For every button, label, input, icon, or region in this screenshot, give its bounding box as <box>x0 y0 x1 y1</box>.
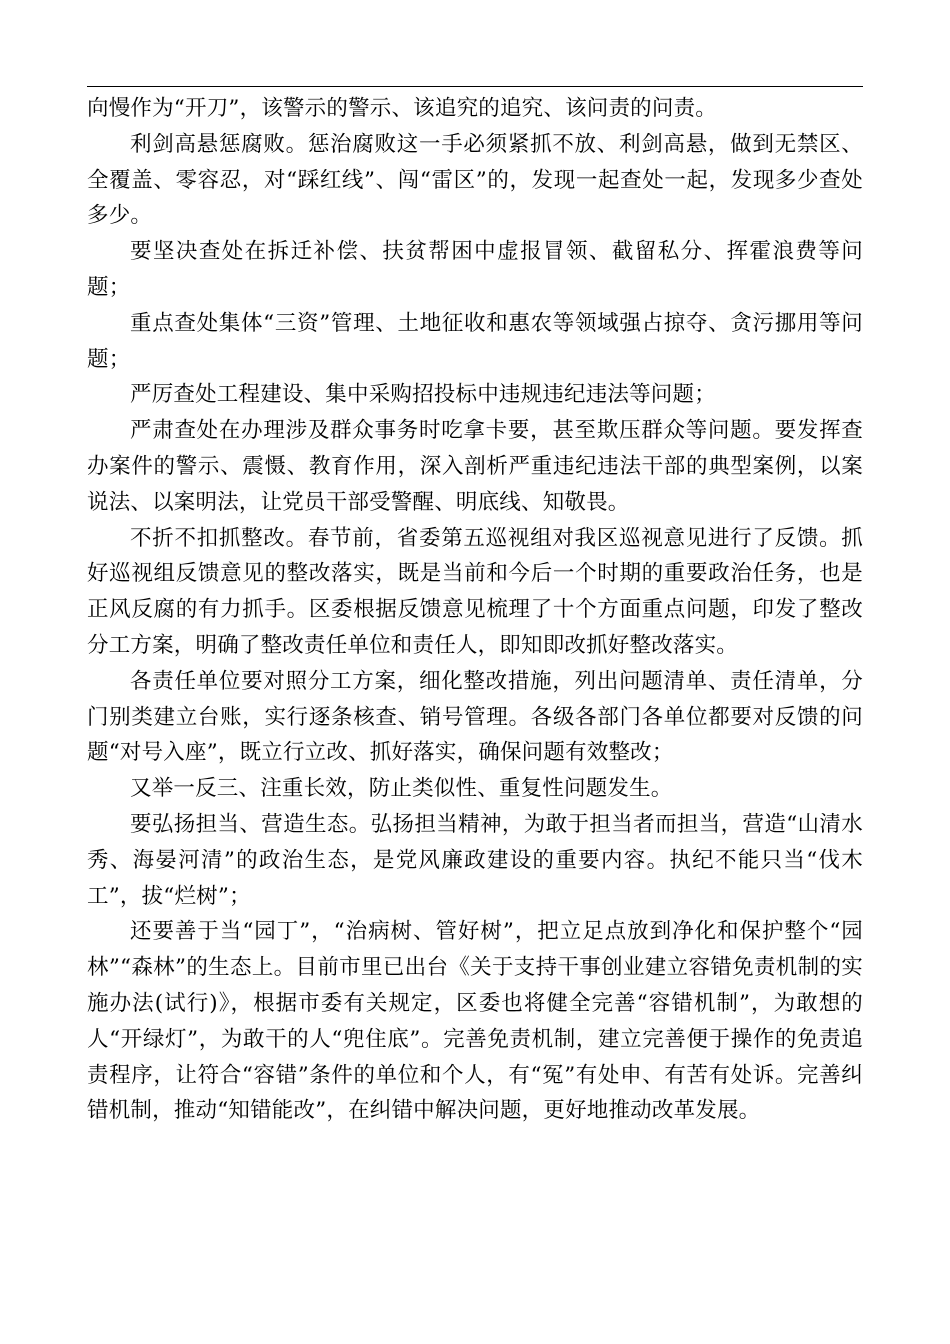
paragraph: 严厉查处工程建设、集中采购招投标中违规违纪违法等问题； <box>130 382 716 408</box>
paragraph: 利剑高悬惩腐败。惩治腐败这一手必须紧抓不放、利剑高悬，做到无禁区、全覆盖、零容忍，对“踩红线”、闯“雷区”的，发现一起查处一起，发现多少查处多少。 <box>87 131 863 229</box>
paragraph: 向慢作为“开刀”，该警示的警示、该追究的追究、该问责的问责。 <box>87 96 717 121</box>
paragraph: 要坚决查处在拆迁补偿、扶贫帮困中虚报冒领、截留私分、挥霍浪费等问题； <box>87 239 863 300</box>
paragraph: 严肃查处在办理涉及群众事务时吃拿卡要，甚至欺压群众等问题。要发挥查办案件的警示、震慑、教育作用，深入剖析严重违纪违法干部的典型案例，以案说法、以案明法，让党员干部受警醒、明底线、知敬畏。 <box>87 418 863 515</box>
header-rule <box>87 86 863 87</box>
paragraph: 重点查处集体“三资”管理、土地征收和惠农等领域强占掠夺、贪污挪用等问题； <box>87 310 863 372</box>
paragraph: 各责任单位要对照分工方案，细化整改措施，列出问题清单、责任清单，分门别类建立台账，实行逐条核查、销号管理。各级各部门各单位都要对反馈的问题“对号入座”，既立行立改、抓好落实，确保问题有效整改； <box>87 668 863 766</box>
paragraph: 要弘扬担当、营造生态。弘扬担当精神，为敢于担当者而担当，营造“山清水秀、海晏河清”的政治生态，是党风廉政建设的重要内容。执纪不能只当“伐木工”，拔“烂树”； <box>87 811 863 909</box>
paragraph: 又举一反三、注重长效，防止类似性、重复性问题发生。 <box>130 776 673 802</box>
document-page <box>87 86 863 1129</box>
paragraph: 还要善于当“园丁”，“治病树、管好树”，把立足点放到净化和保护整个“园林”“森林”的生态上。目前市里已出台《关于支持干事创业建立容错免责机制的实施办法(试行)》，根据市委有关规定，区委也将健全完善“容错机制”，为敢想的人“开绿灯”，为敢干的人“兜住底”。完善免责机制，建立完善便于操作的免责追责程序，让符合“容错”条件的单位和个人，有“冤”有处申、有苦有处诉。完善纠错机制，推动“知错能改”，在纠错中解决问题，更好地推动改革发展。 <box>87 919 863 1124</box>
paragraph: 不折不扣抓整改。春节前，省委第五巡视组对我区巡视意见进行了反馈。抓好巡视组反馈意见的整改落实，既是当前和今后一个时期的重要政治任务，也是正风反腐的有力抓手。区委根据反馈意见梳理了十个方面重点问题，印发了整改分工方案，明确了整改责任单位和责任人，即知即改抓好整改落实。 <box>87 525 863 658</box>
document-body <box>87 91 863 1129</box>
